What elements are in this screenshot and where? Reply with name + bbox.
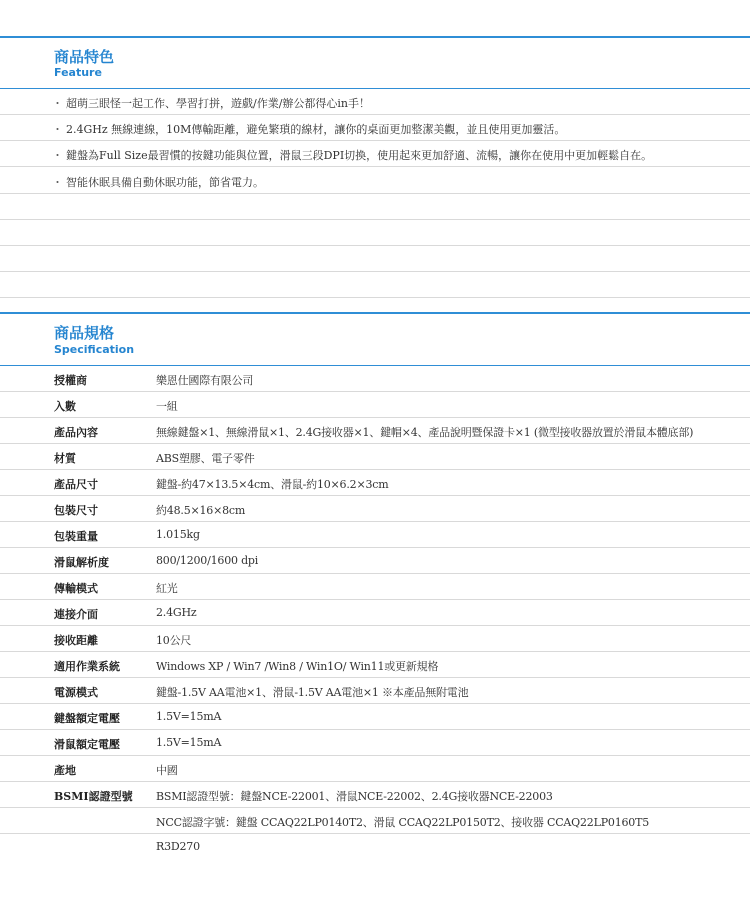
bullet-icon: ・ <box>52 175 63 189</box>
spec-row <box>0 652 750 678</box>
feature-item <box>0 89 750 115</box>
bullet-icon: ・ <box>52 97 63 110</box>
spec-value: NCC認證字號：鍵盤 CCAQ22LP0140T2、滑鼠 CCAQ22LP0150T2、接收器 CCAQ22LP0160T5 <box>156 816 650 829</box>
spec-value: Windows XP / Win7 /Win8 / Win1O/ Win11或更新規格 <box>156 660 439 673</box>
spec-row <box>0 574 750 600</box>
spec-label: BSMI認證型號 <box>54 790 133 803</box>
feature-item-label: 2.4GHz 無線連線，10M傳輸距離，避免繁瑣的線材，讓你的桌面更加整潔美觀，並且使用更加靈活。 <box>66 123 566 137</box>
feature-subtitle: Feature <box>54 66 102 79</box>
spec-label: 授權商 <box>54 374 87 387</box>
spec-value: 1.015kg <box>156 528 200 541</box>
feature-item-label: 鍵盤為Full Size最習慣的按鍵功能與位置，滑鼠三段DPI切換，使用起來更加舒適、流暢，讓你在使用中更加輕鬆自在。 <box>66 149 653 163</box>
feature-item-text <box>52 147 652 163</box>
spec-value: 2.4GHz <box>156 606 197 619</box>
spec-value: 樂恩仕國際有限公司 <box>156 374 254 387</box>
spec-value: 無線鍵盤×1、無線滑鼠×1、2.4G接收器×1、鍵帽×4、產品說明暨保證卡×1 (微型接收器放置於滑鼠本體底部) <box>156 426 694 439</box>
spec-label: 包裝尺寸 <box>54 504 98 517</box>
feature-item <box>0 220 750 246</box>
spec-value: 1.5V=15mA <box>156 710 222 723</box>
spec-value: 800/1200/1600 dpi <box>156 554 259 567</box>
spec-value: 1.5V=15mA <box>156 736 222 749</box>
spec-row <box>0 756 750 782</box>
spec-row <box>0 808 750 834</box>
spec-top-bar <box>0 312 750 314</box>
spec-row <box>0 444 750 470</box>
spec-label: 材質 <box>54 452 76 465</box>
spec-label: 接收距離 <box>54 634 98 647</box>
feature-item <box>0 194 750 220</box>
spec-row <box>0 730 750 756</box>
feature-item <box>0 141 750 167</box>
spec-row <box>0 392 750 418</box>
spec-value: 10公尺 <box>156 634 192 647</box>
spec-label: 包裝重量 <box>54 530 98 543</box>
spec-value: 紅光 <box>156 582 178 595</box>
spec-value: 中國 <box>156 764 178 777</box>
feature-item-text <box>52 121 565 137</box>
feature-top-bar <box>0 36 750 38</box>
spec-row <box>0 600 750 626</box>
spec-label: 滑鼠解析度 <box>54 556 109 569</box>
spec-row <box>0 522 750 548</box>
spec-value: 約48.5×16×8cm <box>156 504 246 517</box>
spec-label: 電源模式 <box>54 686 98 699</box>
spec-value: 鍵盤-1.5V AA電池×1、滑鼠-1.5V AA電池×1 ※本產品無附電池 <box>156 686 469 699</box>
spec-row <box>0 834 750 860</box>
feature-item-text <box>52 174 264 190</box>
spec-value: R3D270 <box>156 840 200 853</box>
spec-label: 鍵盤額定電壓 <box>54 712 120 725</box>
spec-label: 連接介面 <box>54 608 98 621</box>
spec-row <box>0 626 750 652</box>
spec-row <box>0 418 750 444</box>
spec-row <box>0 678 750 704</box>
spec-row <box>0 470 750 496</box>
feature-item-label: 智能休眠具備自動休眠功能，節省電力。 <box>66 175 264 189</box>
spec-row <box>0 548 750 574</box>
feature-item <box>0 115 750 141</box>
spec-label: 傳輸模式 <box>54 582 98 595</box>
spec-value: ABS塑膠、電子零件 <box>156 452 255 465</box>
spec-row <box>0 704 750 730</box>
spec-row <box>0 782 750 808</box>
feature-item <box>0 168 750 194</box>
spec-row <box>0 366 750 392</box>
spec-value: BSMI認證型號：鍵盤NCE-22001、滑鼠NCE-22002、2.4G接收器NCE-22003 <box>156 790 553 803</box>
spec-value: 鍵盤-約47×13.5×4cm、滑鼠-約10×6.2×3cm <box>156 478 389 491</box>
spec-label: 產地 <box>54 764 76 777</box>
spec-label: 產品內容 <box>54 426 98 439</box>
feature-item-text <box>52 95 370 111</box>
spec-label: 適用作業系統 <box>54 660 120 673</box>
bullet-icon: ・ <box>52 123 63 137</box>
bullet-icon: ・ <box>52 149 63 163</box>
feature-item <box>0 272 750 298</box>
feature-item-label: 超萌三眼怪一起工作、學習打拼，遊戲/作業/辦公都得心in手！ <box>66 97 371 110</box>
spec-label: 入數 <box>54 400 76 413</box>
feature-item <box>0 246 750 272</box>
spec-value: 一組 <box>156 400 178 413</box>
spec-row <box>0 496 750 522</box>
spec-label: 滑鼠額定電壓 <box>54 738 120 751</box>
spec-subtitle: Specification <box>54 343 135 356</box>
spec-title: 商品規格 <box>54 324 115 342</box>
spec-label: 產品尺寸 <box>54 478 98 491</box>
feature-title: 商品特色 <box>54 48 115 66</box>
